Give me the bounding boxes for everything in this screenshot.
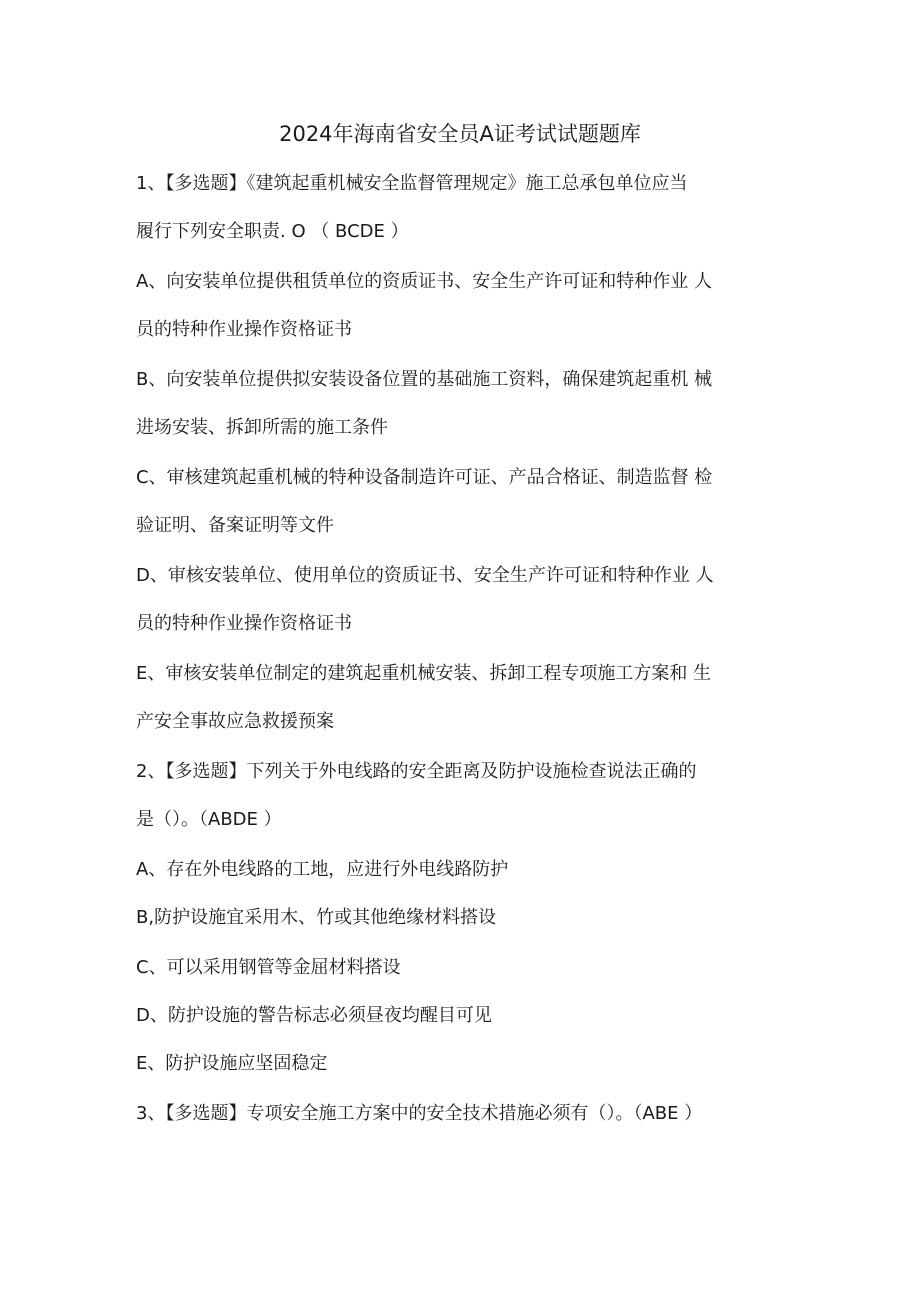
question-1-option-e-line-2: 产安全事故应急救援预案 (136, 711, 334, 732)
question-3-stem: 3、【多选题】专项安全施工方案中的安全技术措施必须有（）。（ABE ） (136, 1103, 703, 1124)
question-1-option-a-line-1: A、向安装单位提供租赁单位的资质证书、安全生产许可证和特种作业 人 (136, 271, 713, 292)
question-1-option-b-line-2: 进场安装、拆卸所需的施工条件 (136, 417, 388, 438)
question-1-option-e-line-1: E、审核安装单位制定的建筑起重机械安装、拆卸工程专项施工方案和 生 (136, 663, 712, 684)
question-2-option-b: B,防护设施宜采用木、竹或其他绝缘材料搭设 (136, 907, 497, 928)
question-1-option-c-line-2: 验证明、备案证明等文件 (136, 515, 334, 536)
question-2-option-c: C、可以采用钢管等金屈材料搭设 (136, 957, 401, 978)
question-1-option-d-line-1: D、审核安装单位、使用单位的资质证书、安全生产许可证和特种作业 人 (136, 565, 714, 586)
document-title: 2024年海南省安全员A证考试试题题库 (279, 122, 641, 146)
question-1-option-d-line-2: 员的特种作业操作资格证书 (136, 613, 352, 634)
question-2-option-e: E、防护设施应坚固稳定 (136, 1053, 328, 1074)
question-1-option-a-line-2: 员的特种作业操作资格证书 (136, 319, 352, 340)
question-1-option-c-line-1: C、审核建筑起重机械的特种设备制造许可证、产品合格证、制造监督 检 (136, 467, 713, 488)
question-1-stem-line-1: 1、【多选题】《建筑起重机械安全监督管理规定》施工总承包单位应当 (136, 173, 688, 194)
question-2-stem-line-1: 2、【多选题】下列关于外电线路的安全距离及防护设施检查说法正确的 (136, 761, 697, 782)
question-1-option-b-line-1: B、向安装单位提供拟安装设备位置的基础施工资料，确保建筑起重机 械 (136, 369, 713, 390)
question-1-stem-line-2: 履行下列安全职责. O （ BCDE ） (136, 221, 409, 242)
question-2-option-a: A、存在外电线路的工地，应进行外电线路防护 (136, 859, 509, 880)
question-2-stem-line-2: 是（）。（ABDE ） (136, 809, 282, 830)
question-2-option-d: D、防护设施的警告标志必须昼夜均醒目可见 (136, 1005, 492, 1026)
